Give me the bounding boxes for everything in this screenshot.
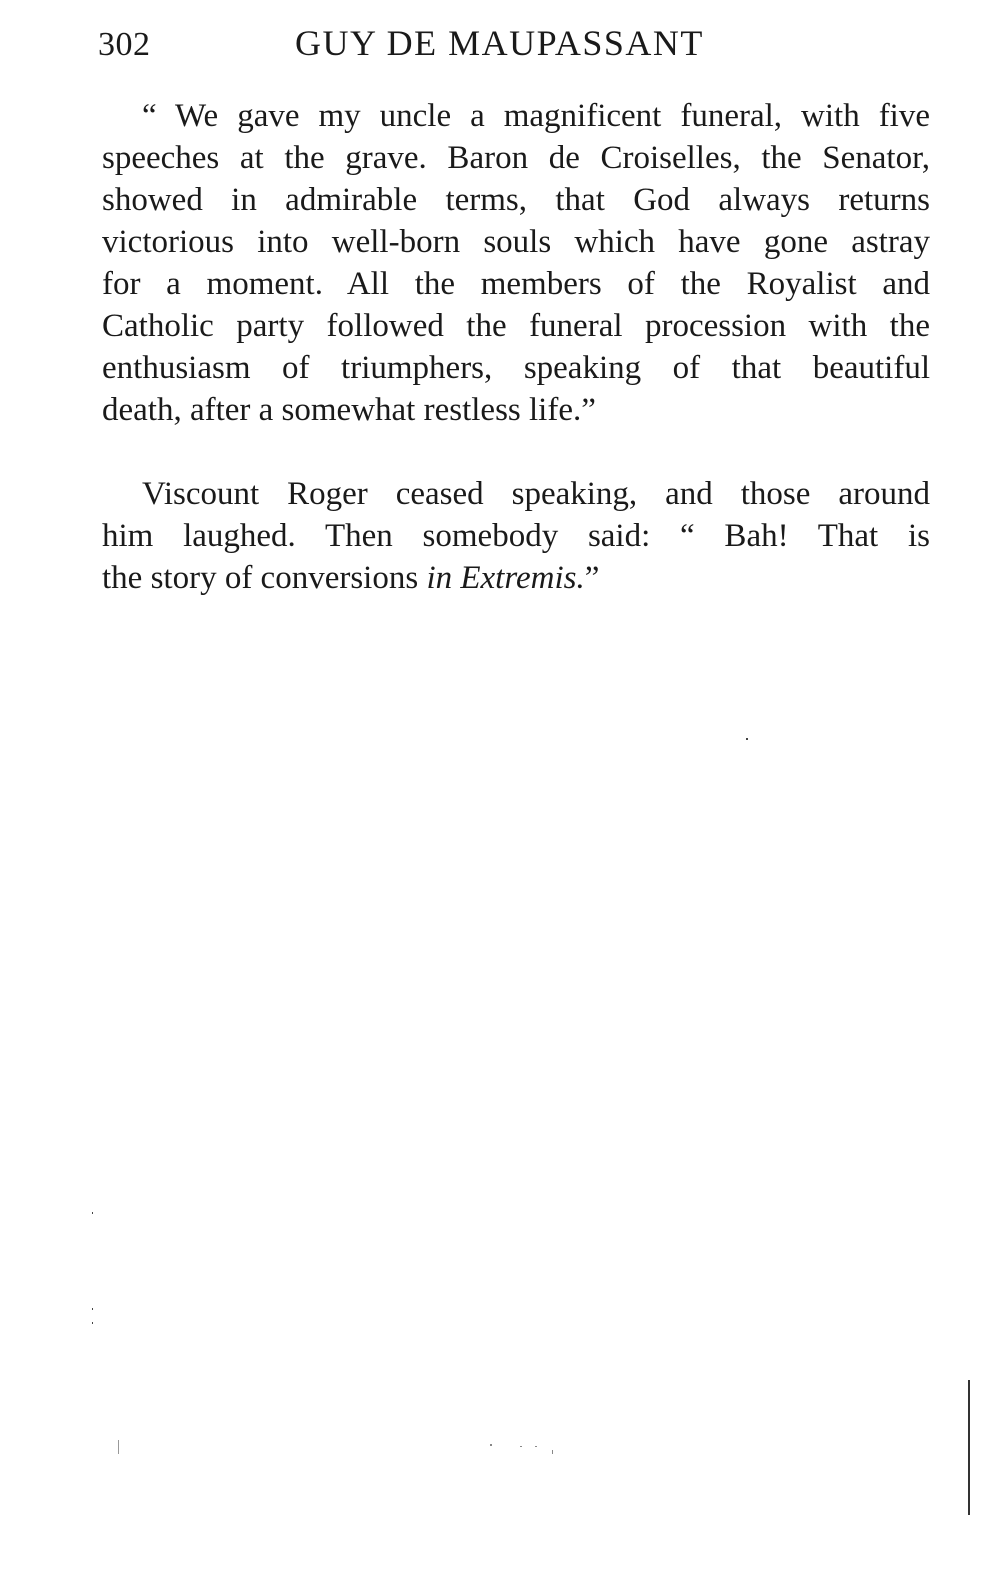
scan-edge-line <box>968 1380 970 1515</box>
paragraph-funeral <box>102 95 930 431</box>
scan-speck <box>535 1446 537 1447</box>
scan-speck <box>92 1212 93 1214</box>
scan-speck <box>92 1308 93 1310</box>
text-line: Catholic party followed the funeral procession with the <box>102 308 930 344</box>
scan-speck <box>92 1322 93 1324</box>
scan-speck <box>552 1450 553 1454</box>
text-line: him laughed. Then somebody said: “ Bah! That is <box>102 518 930 554</box>
text-line: victorious into well-born souls which have gone astray <box>102 224 930 260</box>
scan-speck <box>520 1446 522 1447</box>
book-title: GUY DE MAUPASSANT <box>295 23 704 63</box>
paragraph-conclusion <box>102 473 930 599</box>
text-segment: the story of conversions <box>102 560 427 596</box>
text-line: death, after a somewhat restless life.” <box>102 392 596 428</box>
text-line: showed in admirable terms, that God always returns <box>102 182 930 218</box>
page-number: 302 <box>98 26 151 63</box>
scan-speck <box>490 1444 492 1446</box>
italic-phrase: in Extremis. <box>426 560 585 596</box>
text-line-final <box>102 557 930 599</box>
scan-speck <box>746 738 748 740</box>
text-line: speeches at the grave. Baron de Croiselles, the Senator, <box>102 140 930 176</box>
text-line: “ We gave my uncle a magnificent funeral, with five <box>142 98 930 134</box>
text-line: Viscount Roger ceased speaking, and those around <box>142 476 930 512</box>
text-line: for a moment. All the members of the Royalist and <box>102 266 930 302</box>
scan-speck <box>118 1440 119 1454</box>
closing-quote: ” <box>584 560 600 596</box>
text-line: enthusiasm of triumphers, speaking of that beautiful <box>102 350 930 386</box>
running-head <box>98 22 930 66</box>
